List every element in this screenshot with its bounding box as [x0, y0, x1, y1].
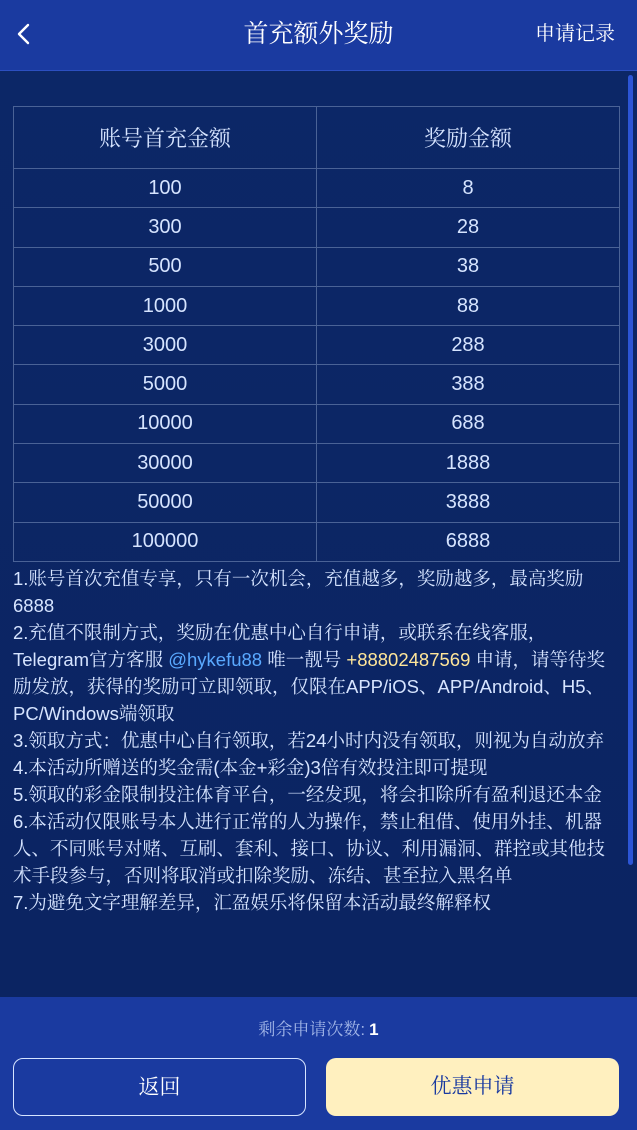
bottom-action-bar	[0, 997, 637, 1130]
reward-cell: 1888	[317, 444, 620, 483]
table-row	[14, 522, 620, 561]
table-header-row	[14, 107, 620, 169]
rule-item: 6.本活动仅限账号本人进行正常的人为操作，禁止租借、使用外挂、机器人、不同账号对赌、互刷、套利、接口、协议、利用漏洞、群控或其他技术手段参与，否则将取消或扣除奖励、冻结、甚至拉入黑名单	[13, 811, 606, 886]
remaining-count: 1	[369, 1020, 379, 1039]
rules-text	[13, 565, 613, 916]
table-row	[14, 169, 620, 208]
remaining-applications	[0, 1015, 637, 1040]
reward-cell: 8	[317, 169, 620, 208]
rule-item: 1.账号首次充值专享，只有一次机会，充值越多，奖励越多，最高奖励6888	[13, 568, 584, 616]
content-scroll-area[interactable]	[0, 71, 637, 997]
page-title: 首充额外奖励	[243, 20, 394, 48]
deposit-cell: 50000	[14, 483, 317, 522]
application-records-link[interactable]: 申请记录	[535, 23, 615, 45]
top-bar	[0, 0, 637, 71]
deposit-cell: 10000	[14, 404, 317, 443]
rule-text: 2.充值不限制方式，奖励在优惠中心自行申请，或联系在线客服，Telegram官方客服	[13, 622, 547, 670]
reward-table	[13, 106, 620, 562]
reward-cell: 288	[317, 326, 620, 365]
reward-cell: 6888	[317, 522, 620, 561]
deposit-cell: 5000	[14, 365, 317, 404]
return-button[interactable]: 返回	[13, 1058, 306, 1116]
rule-item: 3.领取方式：优惠中心自行领取，若24小时内没有领取，则视为自动放弃	[13, 730, 605, 751]
remaining-label: 剩余申请次数:	[258, 1020, 366, 1039]
contact-number: +88802487569	[346, 649, 471, 670]
reward-cell: 388	[317, 365, 620, 404]
table-row	[14, 404, 620, 443]
table-row	[14, 444, 620, 483]
rule-item: 5.领取的彩金限制投注体育平台，一经发现，将会扣除所有盈利退还本金	[13, 784, 602, 805]
rule-item	[13, 619, 613, 727]
reward-cell: 28	[317, 208, 620, 247]
telegram-handle: @hykefu88	[163, 649, 263, 670]
reward-cell: 88	[317, 286, 620, 325]
table-row	[14, 483, 620, 522]
deposit-cell: 100	[14, 169, 317, 208]
table-row	[14, 286, 620, 325]
column-header-deposit: 账号首充金额	[14, 107, 317, 169]
reward-cell: 38	[317, 247, 620, 286]
deposit-cell: 300	[14, 208, 317, 247]
rule-text: 唯一靓号	[262, 649, 347, 670]
table-row	[14, 247, 620, 286]
deposit-cell: 3000	[14, 326, 317, 365]
table-row	[14, 365, 620, 404]
reward-cell: 688	[317, 404, 620, 443]
column-header-reward: 奖励金额	[317, 107, 620, 169]
rule-text: 申请，请等待奖励发放，获得的奖励可立即领取，仅限在APP/iOS、APP/Android、H5、PC/Windows端领取	[13, 649, 606, 724]
apply-bonus-button[interactable]: 优惠申请	[326, 1058, 619, 1116]
deposit-cell: 30000	[14, 444, 317, 483]
table-row	[14, 326, 620, 365]
deposit-cell: 1000	[14, 286, 317, 325]
table-row	[14, 208, 620, 247]
deposit-cell: 100000	[14, 522, 317, 561]
rule-item: 4.本活动所赠送的奖金需(本金+彩金)3倍有效投注即可提现	[13, 757, 488, 778]
scrollbar[interactable]	[628, 75, 633, 865]
reward-cell: 3888	[317, 483, 620, 522]
deposit-cell: 500	[14, 247, 317, 286]
rule-item: 7.为避免文字理解差异，汇盈娱乐将保留本活动最终解释权	[13, 892, 491, 913]
